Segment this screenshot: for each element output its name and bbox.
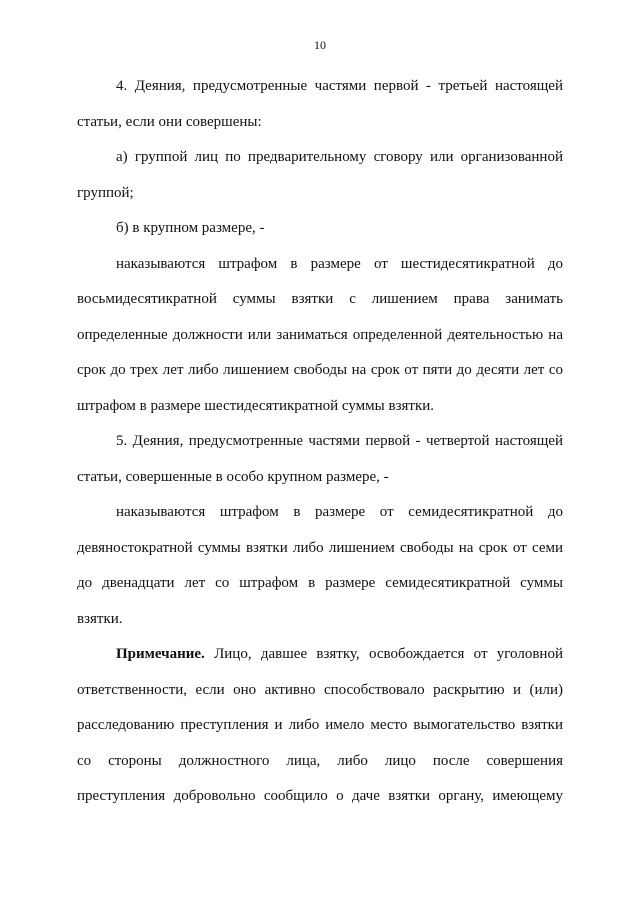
text-line-content: до двенадцати лет со штрафом в размере семидесятикратной суммы xyxy=(77,575,563,591)
text-line-content: 4. Деяния, предусмотренные частями первой - третьей настоящей xyxy=(116,78,563,94)
text-line xyxy=(77,211,563,247)
text-line-content: статьи, если они совершены: xyxy=(77,113,262,130)
text-line xyxy=(77,779,563,815)
text-line-content: б) в крупном размере, - xyxy=(116,220,265,236)
text-line xyxy=(77,566,563,602)
text-line-content: статьи, совершенные в особо крупном размере, - xyxy=(77,468,389,485)
text-line-content: наказываются штрафом в размере от шестидесятикратной до xyxy=(116,255,563,272)
note-heading: Примечание. xyxy=(116,646,205,662)
text-line xyxy=(77,353,563,389)
text-line xyxy=(77,140,563,176)
text-line-content: наказываются штрафом в размере от семидесятикратной до xyxy=(116,504,563,520)
text-line-content: преступления добровольно сообщило о даче взятки органу, имеющему xyxy=(77,788,563,804)
text-line xyxy=(77,460,563,496)
text-line-content: 5. Деяния, предусмотренные частями первой - четвертой настоящей xyxy=(116,433,563,449)
text-line xyxy=(77,389,563,425)
text-line-content: срок до трех лет либо лишением свободы на срок от пяти до десяти лет со xyxy=(77,362,563,378)
text-line xyxy=(77,69,563,105)
text-line xyxy=(77,424,563,460)
document-body xyxy=(77,69,563,815)
text-line xyxy=(77,637,563,673)
page-number: 10 xyxy=(314,38,326,52)
text-line-content: восьмидесятикратной суммы взятки с лишением права занимать xyxy=(77,291,563,307)
text-line-content: со стороны должностного лица, либо лицо после совершения xyxy=(77,752,563,769)
text-line-content: ответственности, если оно активно способствовало раскрытию и (или) xyxy=(77,681,563,698)
text-line-content: штрафом в размере шестидесятикратной суммы взятки. xyxy=(77,397,435,414)
text-line xyxy=(77,318,563,354)
text-line-content: расследованию преступления и либо имело место вымогательство взятки xyxy=(77,717,563,733)
text-line-content: взятки. xyxy=(77,610,123,627)
text-line-content: Лицо, давшее взятку, освобождается от уголовной xyxy=(204,646,563,662)
text-line xyxy=(77,495,563,531)
text-line xyxy=(77,531,563,567)
text-line-content: девяностократной суммы взятки либо лишением свободы на срок от семи xyxy=(77,539,563,556)
text-line-content: а) группой лиц по предварительному сговору или организованной xyxy=(116,149,563,165)
text-line-content: группой; xyxy=(77,184,134,201)
text-line xyxy=(77,105,563,141)
text-line xyxy=(77,673,563,709)
text-line xyxy=(77,176,563,212)
text-line xyxy=(77,744,563,780)
text-line xyxy=(77,282,563,318)
text-line xyxy=(77,602,563,638)
text-line-content: определенные должности или заниматься определенной деятельностью на xyxy=(77,326,563,343)
text-line xyxy=(77,247,563,283)
text-line xyxy=(77,708,563,744)
